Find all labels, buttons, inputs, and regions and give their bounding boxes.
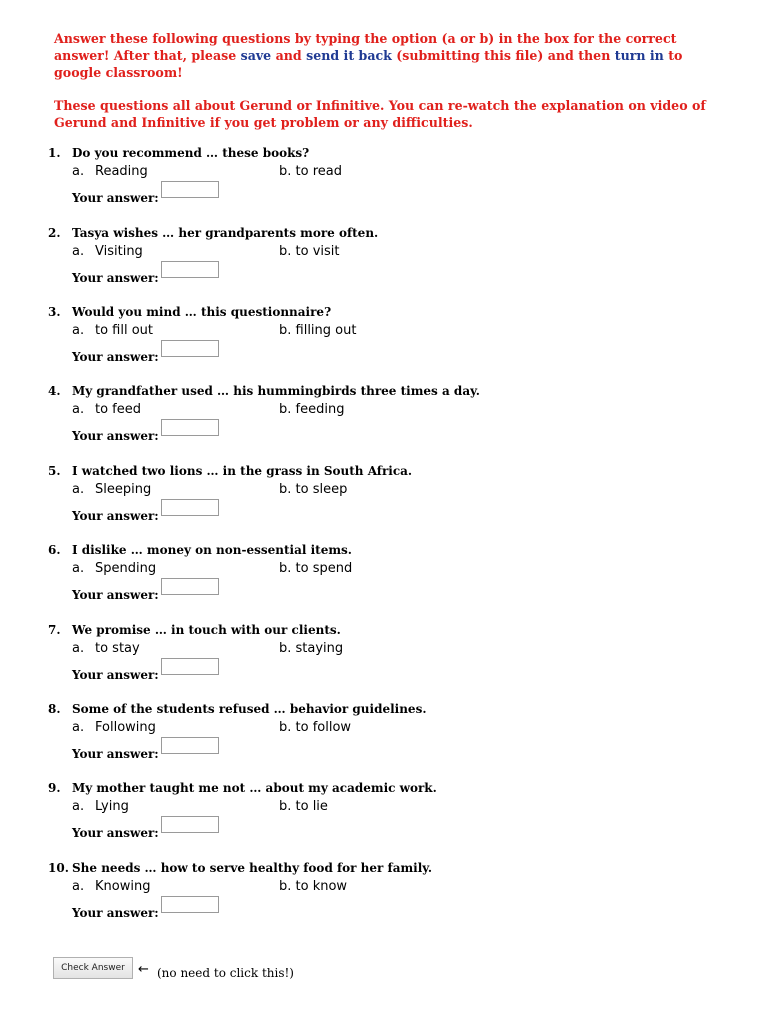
question-3 [48, 305, 728, 375]
answer-input-5[interactable] [161, 499, 219, 516]
question-text: My mother taught me not … about my academic work. [72, 781, 437, 795]
option-a [72, 720, 156, 735]
question-number: 9. [48, 781, 61, 795]
answer-label: Your answer: [72, 906, 159, 920]
option-a [72, 799, 129, 814]
option-a-text: to fill out [95, 323, 154, 338]
check-answer-button[interactable]: Check Answer [53, 957, 133, 979]
answer-input-4[interactable] [161, 419, 219, 436]
question-6 [48, 543, 728, 613]
option-a-letter: a. [72, 799, 85, 814]
option-a-text: to feed [95, 402, 142, 417]
instr-text-4: to google classroom! [54, 48, 683, 80]
option-b: b. to read [279, 164, 342, 179]
option-b: b. to spend [279, 561, 353, 576]
question-number: 8. [48, 702, 61, 716]
option-a [72, 641, 140, 656]
answer-label: Your answer: [72, 509, 159, 523]
question-text: I dislike … money on non-essential items. [72, 543, 352, 557]
question-7 [48, 623, 728, 693]
answer-input-2[interactable] [161, 261, 219, 278]
question-number: 2. [48, 226, 61, 240]
instr-text-2: and [271, 48, 307, 63]
instructions-paragraph-1 [54, 30, 734, 81]
question-9 [48, 781, 728, 851]
instr-text-3: (submitting this file) and then [391, 48, 615, 63]
answer-input-1[interactable] [161, 181, 219, 198]
option-a-letter: a. [72, 244, 85, 259]
option-a [72, 402, 141, 417]
answer-label: Your answer: [72, 429, 159, 443]
question-8 [48, 702, 728, 772]
option-a [72, 323, 153, 338]
answer-label: Your answer: [72, 271, 159, 285]
question-text: Would you mind … this questionnaire? [72, 305, 332, 319]
question-number: 5. [48, 464, 61, 478]
answer-input-6[interactable] [161, 578, 219, 595]
option-b: b. staying [279, 641, 344, 656]
option-a [72, 561, 156, 576]
question-5 [48, 464, 728, 534]
option-a-letter: a. [72, 561, 85, 576]
option-a-letter: a. [72, 402, 85, 417]
answer-label: Your answer: [72, 747, 159, 761]
option-b: b. to visit [279, 244, 340, 259]
instr-keyword-turn-in: turn in [614, 48, 664, 63]
option-a [72, 482, 151, 497]
option-b: b. to follow [279, 720, 352, 735]
question-number: 7. [48, 623, 61, 637]
question-text: She needs … how to serve healthy food for her family. [72, 861, 433, 875]
option-a [72, 244, 143, 259]
option-a-text: Reading [95, 164, 148, 179]
answer-label: Your answer: [72, 191, 159, 205]
option-b: b. filling out [279, 323, 357, 338]
question-text: Do you recommend … these books? [72, 146, 310, 160]
option-a-text: Visiting [95, 244, 143, 259]
answer-label: Your answer: [72, 588, 159, 602]
question-text: Some of the students refused … behavior guidelines. [72, 702, 427, 716]
option-a-letter: a. [72, 641, 85, 656]
option-b: b. to sleep [279, 482, 348, 497]
option-a-text: Following [95, 720, 156, 735]
question-10 [48, 861, 728, 931]
option-b: b. to lie [279, 799, 328, 814]
option-a-letter: a. [72, 879, 85, 894]
option-a-text: Knowing [95, 879, 151, 894]
instructions [54, 30, 734, 147]
answer-label: Your answer: [72, 350, 159, 364]
question-4 [48, 384, 728, 454]
question-text: I watched two lions … in the grass in South Africa. [72, 464, 413, 478]
option-a-text: Spending [95, 561, 157, 576]
option-a [72, 879, 150, 894]
answer-label: Your answer: [72, 668, 159, 682]
question-1 [48, 146, 728, 216]
answer-input-8[interactable] [161, 737, 219, 754]
check-answer-note: (no need to click this!) [157, 966, 294, 980]
option-a-text: Sleeping [95, 482, 152, 497]
answer-input-9[interactable] [161, 816, 219, 833]
question-2 [48, 226, 728, 296]
answer-input-3[interactable] [161, 340, 219, 357]
question-number: 3. [48, 305, 61, 319]
option-a-letter: a. [72, 323, 85, 338]
question-number: 10. [48, 861, 69, 875]
option-a-letter: a. [72, 482, 85, 497]
instr-keyword-save: save [240, 48, 272, 63]
question-text: We promise … in touch with our clients. [72, 623, 341, 637]
instr-keyword-send-back: send it back [306, 48, 392, 63]
option-a-letter: a. [72, 720, 85, 735]
answer-label: Your answer: [72, 826, 159, 840]
option-b: b. to know [279, 879, 348, 894]
option-a [72, 164, 148, 179]
option-a-letter: a. [72, 164, 85, 179]
question-number: 4. [48, 384, 61, 398]
question-text: Tasya wishes … her grandparents more often. [72, 226, 379, 240]
answer-input-10[interactable] [161, 896, 219, 913]
arrow-left-icon: ← [138, 962, 149, 977]
instructions-paragraph-2: These questions all about Gerund or Infinitive. You can re-watch the explanation on video of Gerund and Infinitive if you get problem or any difficulties. [54, 98, 706, 130]
question-number: 6. [48, 543, 61, 557]
question-text: My grandfather used … his hummingbirds three times a day. [72, 384, 480, 398]
option-b: b. feeding [279, 402, 345, 417]
option-a-text: Lying [95, 799, 129, 814]
question-number: 1. [48, 146, 61, 160]
option-a-text: to stay [95, 641, 140, 656]
instr-text-1: Answer these following questions by typing the option (a or b) in the box for the correct answer! After that, please [54, 31, 677, 63]
answer-input-7[interactable] [161, 658, 219, 675]
